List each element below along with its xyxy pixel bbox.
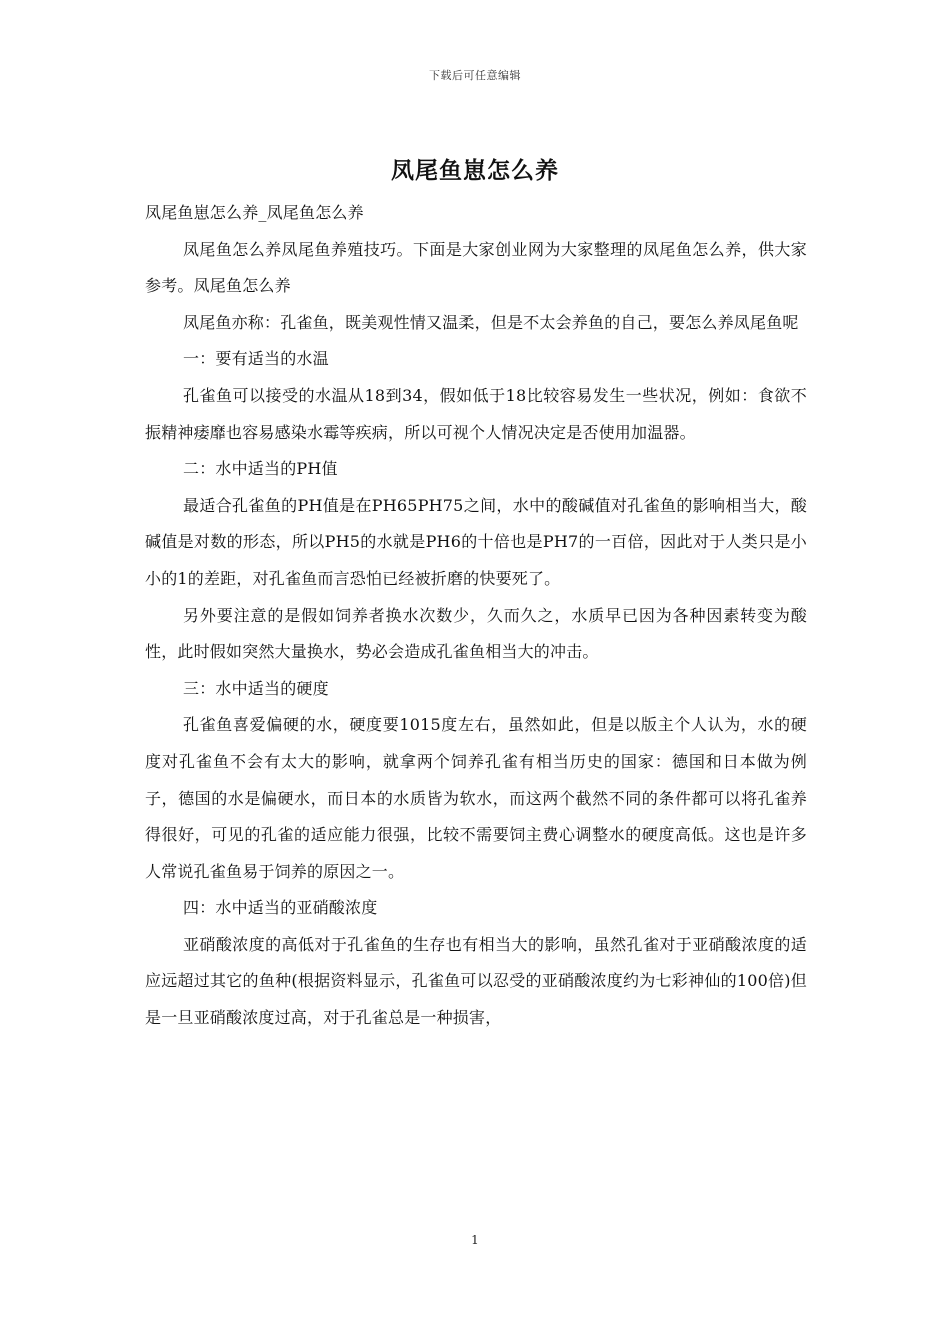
- page-number: 1: [471, 1233, 479, 1247]
- paragraph-description: 凤尾鱼亦称：孔雀鱼，既美观性情又温柔，但是不太会养鱼的自己，要怎么养凤尾鱼呢: [183, 312, 799, 332]
- section-heading-nitrite: 四：水中适当的亚硝酸浓度: [183, 898, 378, 918]
- page-header-note: 下载后可任意编辑: [429, 69, 521, 82]
- section-heading-ph-value: 二：水中适当的PH值: [183, 459, 338, 479]
- document-body: [145, 195, 807, 1037]
- section-heading-water-temperature: 一：要有适当的水温: [183, 349, 329, 369]
- document-title: 凤尾鱼崽怎么养: [391, 157, 559, 184]
- section-heading-hardness: 三：水中适当的硬度: [183, 678, 329, 698]
- paragraph-intro: 凤尾鱼怎么养凤尾鱼养殖技巧。下面是大家创业网为大家整理的凤尾鱼怎么养，供大家参考。凤尾鱼怎么养: [145, 239, 807, 296]
- subtitle-line: 凤尾鱼崽怎么养_凤尾鱼怎么养: [145, 203, 364, 222]
- paragraph-water-temperature: 孔雀鱼可以接受的水温从18到34，假如低于18比较容易发生一些状况，例如：食欲不振精神痿靡也容易感染水霉等疾病，所以可视个人情况决定是否使用加温器。: [145, 385, 807, 442]
- paragraph-water-change: 另外要注意的是假如饲养者换水次数少，久而久之，水质早已因为各种因素转变为酸性，此时假如突然大量换水，势必会造成孔雀鱼相当大的冲击。: [145, 605, 807, 662]
- paragraph-hardness: 孔雀鱼喜爱偏硬的水，硬度要1015度左右，虽然如此，但是以版主个人认为，水的硬度对孔雀鱼不会有太大的影响，就拿两个饲养孔雀有相当历史的国家：德国和日本做为例子，德国的水是偏硬水，而日本的水质皆为软水，而这两个截然不同的条件都可以将孔雀养得很好，可见的孔雀的适应能力很强，比较不需要饲主费心调整水的硬度高低。这也是许多人常说孔雀鱼易于饲养的原因之一。: [145, 715, 807, 881]
- paragraph-nitrite: 亚硝酸浓度的高低对于孔雀鱼的生存也有相当大的影响，虽然孔雀对于亚硝酸浓度的适应远超过其它的鱼种(根据资料显示，孔雀鱼可以忍受的亚硝酸浓度约为七彩神仙的100倍)但是一旦亚硝酸浓度过高，对于孔雀总是一种损害，: [145, 934, 807, 1028]
- paragraph-ph-value: 最适合孔雀鱼的PH值是在PH65PH75之间，水中的酸碱值对孔雀鱼的影响相当大，酸碱值是对数的形态，所以PH5的水就是PH6的十倍也是PH7的一百倍，因此对于人类只是小小的1的差距，对孔雀鱼而言恐怕已经被折磨的快要死了。: [145, 495, 807, 588]
